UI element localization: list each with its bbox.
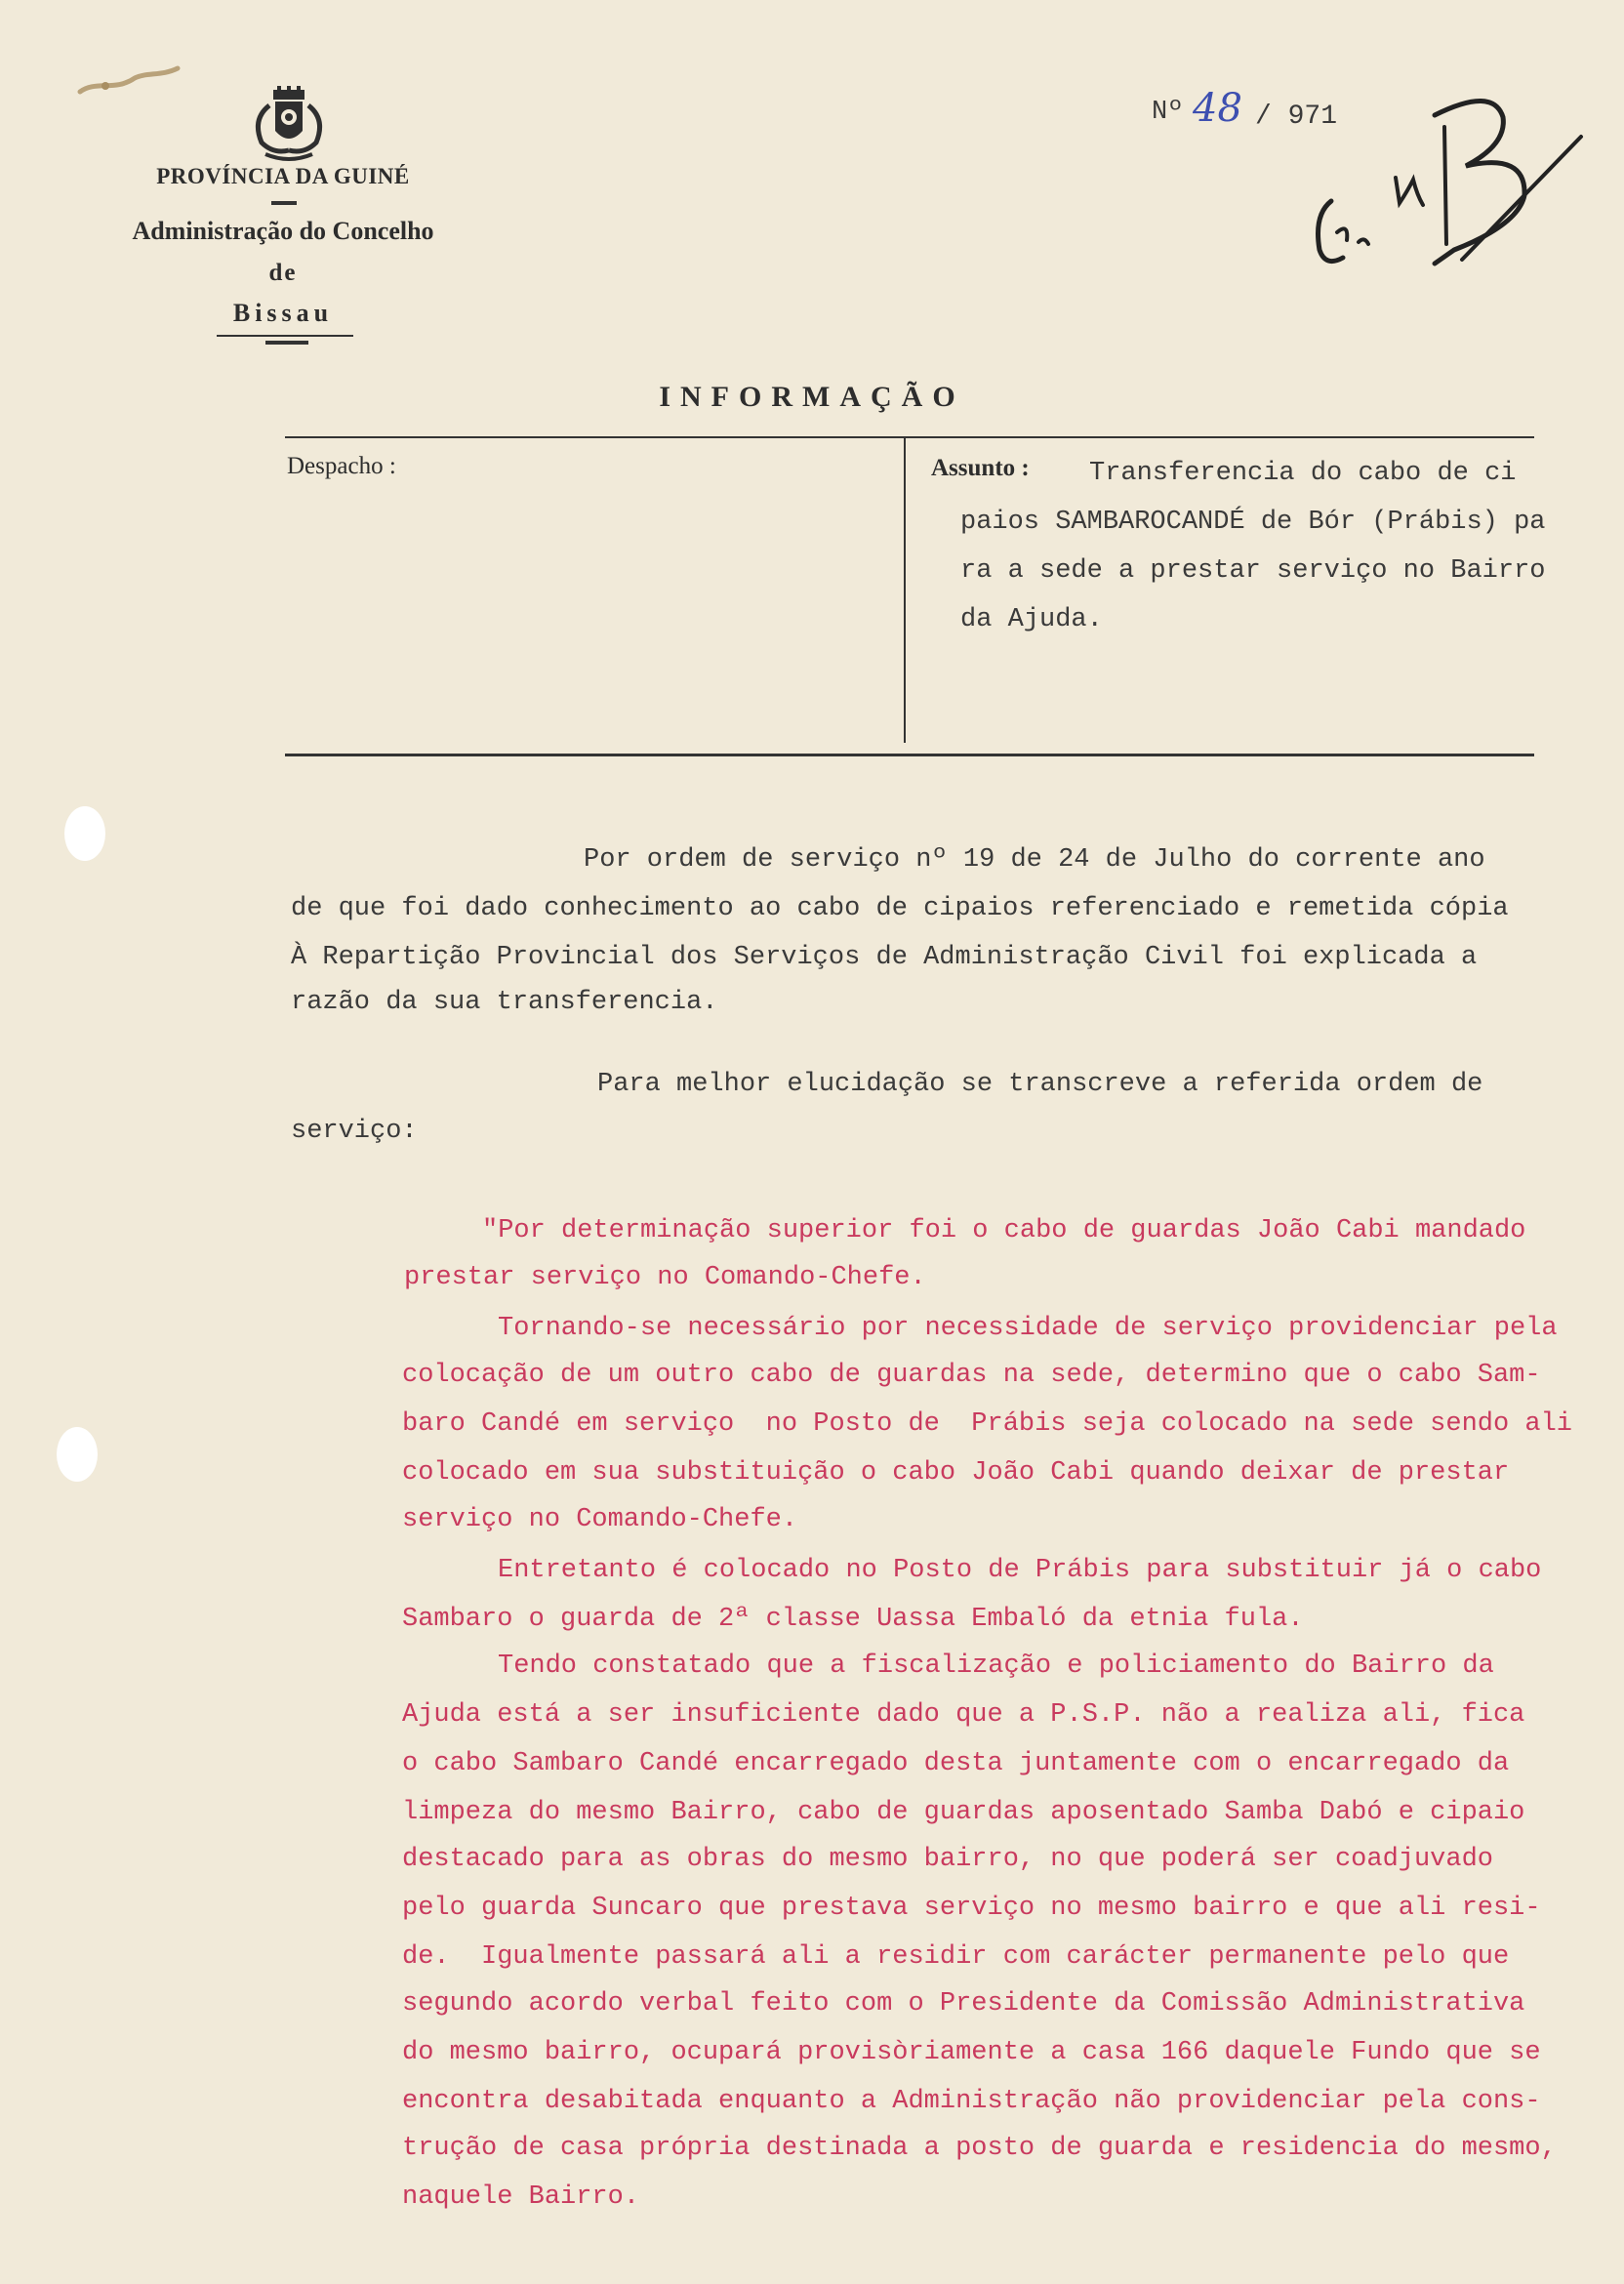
header-dash — [265, 341, 308, 345]
province-name: PROVÍNCIA DA GUINÉ — [156, 164, 410, 188]
body-line: serviço: — [291, 1117, 418, 1146]
body-line: Por ordem de serviço nº 19 de 24 de Julho do corrente ano — [584, 845, 1485, 875]
punch-hole — [64, 806, 105, 861]
assunto-line: da Ajuda. — [960, 605, 1103, 634]
quote-line: Tornando-se necessário por necessidade de serviço providenciar pela — [498, 1314, 1558, 1343]
quote-line: Ajuda está a ser insuficiente dado que a P.S.P. não a realiza ali, fica — [402, 1700, 1525, 1730]
quote-line: trução de casa própria destinada a posto de guarda e residencia do mesmo, — [402, 2134, 1557, 2163]
quote-line: prestar serviço no Comando-Chefe. — [404, 1263, 926, 1292]
municipality-name: Bissau — [232, 299, 334, 327]
punch-hole — [57, 1427, 98, 1482]
body-line: À Repartição Provincial dos Serviços de Administração Civil foi explicada a — [291, 943, 1478, 972]
quote-line: colocado em sua substituição o cabo João Cabi quando deixar de prestar — [402, 1458, 1510, 1488]
quote-line: Sambaro o guarda de 2ª classe Uassa Embaló da etnia fula. — [402, 1605, 1304, 1634]
rust-stain — [76, 62, 183, 102]
document-title: INFORMAÇÃO — [659, 381, 965, 413]
document-number-prefix: Nº — [1152, 98, 1184, 127]
body-line: Para melhor elucidação se transcreve a referida ordem de — [597, 1070, 1483, 1099]
assunto-line: ra a sede a prestar serviço no Bairro — [960, 556, 1546, 586]
quote-line: do mesmo bairro, ocupará provisòriamente a casa 166 daquele Fundo que se — [402, 2038, 1541, 2067]
quote-line: destacado para as obras do mesmo bairro, no que poderá ser coadjuvado — [402, 1845, 1493, 1874]
quote-line: de. Igualmente passará ali a residir com carácter permanente pelo que — [402, 1942, 1510, 1972]
quote-line: limpeza do mesmo Bairro, cabo de guardas aposentado Samba Dabó e cipaio — [402, 1798, 1525, 1827]
header-underline — [217, 335, 353, 337]
quote-line: baro Candé em serviço no Posto de Prábis seja colocado na sede sendo ali — [402, 1409, 1572, 1439]
assunto-line: paios SAMBAROCANDÉ de Bór (Prábis) pa — [960, 508, 1546, 537]
quote-line: "Por determinação superior foi o cabo de guardas João Cabi mandado — [482, 1216, 1526, 1245]
quote-line: naquele Bairro. — [402, 2182, 640, 2212]
coat-of-arms-icon — [240, 86, 338, 164]
assunto-line: Transferencia do cabo de ci — [1089, 459, 1517, 488]
box-bottom-border — [285, 754, 1534, 756]
quote-line: o cabo Sambaro Candé encarregado desta juntamente com o encarregado da — [402, 1749, 1510, 1778]
administration-name: Administração do Concelho — [132, 217, 434, 245]
handwritten-signature — [1298, 59, 1591, 293]
quote-line: pelo guarda Suncaro que prestava serviço no mesmo bairro e que ali resi- — [402, 1894, 1541, 1923]
header-de: de — [268, 260, 298, 286]
quote-line: encontra desabitada enquanto a Administração não providenciar pela cons- — [402, 2087, 1541, 2116]
quote-line: serviço no Comando-Chefe. — [402, 1505, 798, 1534]
assunto-label: Assunto : — [931, 455, 1030, 481]
quote-line: Entretanto é colocado no Posto de Prábis para substituir já o cabo — [498, 1556, 1542, 1585]
despacho-label: Despacho : — [287, 453, 396, 479]
body-line: razão da sua transferencia. — [291, 988, 718, 1017]
quote-line: colocação de um outro cabo de guardas na sede, determino que o cabo Sam- — [402, 1361, 1541, 1390]
box-divider — [904, 438, 906, 743]
quote-line: Tendo constatado que a fiscalização e policiamento do Bairro da — [498, 1652, 1494, 1681]
box-top-border — [285, 436, 1534, 438]
header-dash — [271, 201, 297, 205]
quote-line: segundo acordo verbal feito com o Presidente da Comissão Administrativa — [402, 1989, 1525, 2019]
body-line: de que foi dado conhecimento ao cabo de cipaios referenciado e remetida cópia — [291, 894, 1509, 923]
document-number-year: / 971 — [1255, 102, 1338, 132]
document-number-value: 48 — [1193, 86, 1242, 131]
